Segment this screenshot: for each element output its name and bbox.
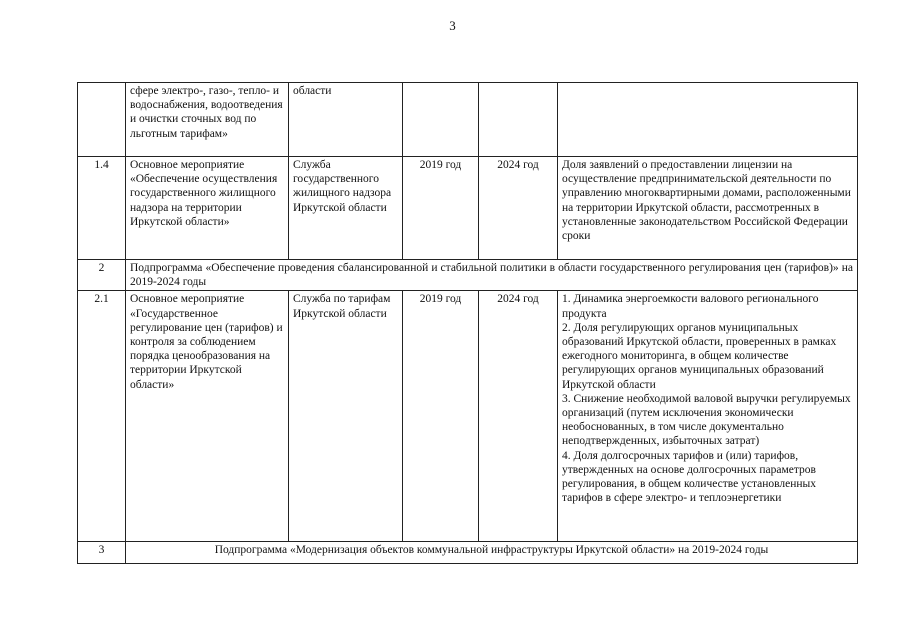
executor: Служба по тарифам Иркутской области [289, 291, 403, 542]
page-number: 3 [449, 18, 456, 33]
row-number: 2.1 [78, 291, 126, 542]
subprogram-title: Подпрограмма «Модернизация объектов коммунальной инфраструктуры Иркутской области» на 2019-2024 годы [126, 542, 858, 564]
subprogram-row [78, 260, 858, 291]
indicators: 1. Динамика энергоемкости валового регионального продукта 2. Доля регулирующих органов муниципальных образований Иркутской области, проверенных в рамках ежегодного мониторинга, в общем количестве регулирующих органов муниципальных образований Иркутской области 3. Снижение необходимой валовой выручки регулируемых организаций (путем исключения экономически необоснованных, в том числе документально неподтвержденных, избыточных затрат) 4. Доля долгосрочных тарифов и (или) тарифов, утвержденных на основе долгосрочных параметров регулирования, в общем количестве установленных тарифов в сфере электро- и теплоэнергетики [558, 291, 858, 542]
row-number: 2 [78, 260, 126, 291]
indicators [558, 83, 858, 157]
event-name: Основное мероприятие «Обеспечение осуществления государственного жилищного надзора на территории Иркутской области» [126, 157, 289, 260]
end-year: 2024 год [479, 291, 558, 542]
start-year: 2019 год [403, 157, 479, 260]
row-number: 3 [78, 542, 126, 564]
table-row [78, 157, 858, 260]
subprogram-title: Подпрограмма «Обеспечение проведения сбалансированной и стабильной политики в области государственного регулирования цен (тарифов)» на 2019-2024 годы [126, 260, 858, 291]
start-year: 2019 год [403, 291, 479, 542]
end-year: 2024 год [479, 157, 558, 260]
table-row [78, 83, 858, 157]
row-number [78, 83, 126, 157]
row-number: 1.4 [78, 157, 126, 260]
end-year [479, 83, 558, 157]
executor: Служба государственного жилищного надзора Иркутской области [289, 157, 403, 260]
event-name: сфере электро-, газо-, тепло- и водоснабжения, водоотведения и очистки сточных вод по льготным тарифам» [126, 83, 289, 157]
table-row [78, 291, 858, 542]
indicators: Доля заявлений о предоставлении лицензии на осуществление предпринимательской деятельности по управлению многоквартирными домами, расположенными на территории Иркутской области, рассмотренных в установленные законодательством Российской Федерации сроки [558, 157, 858, 260]
event-name: Основное мероприятие «Государственное регулирование цен (тарифов) и контроля за соблюдением порядка ценообразования на территории Иркутской области» [126, 291, 289, 542]
program-table [77, 82, 858, 564]
executor: области [289, 83, 403, 157]
subprogram-row [78, 542, 858, 564]
start-year [403, 83, 479, 157]
